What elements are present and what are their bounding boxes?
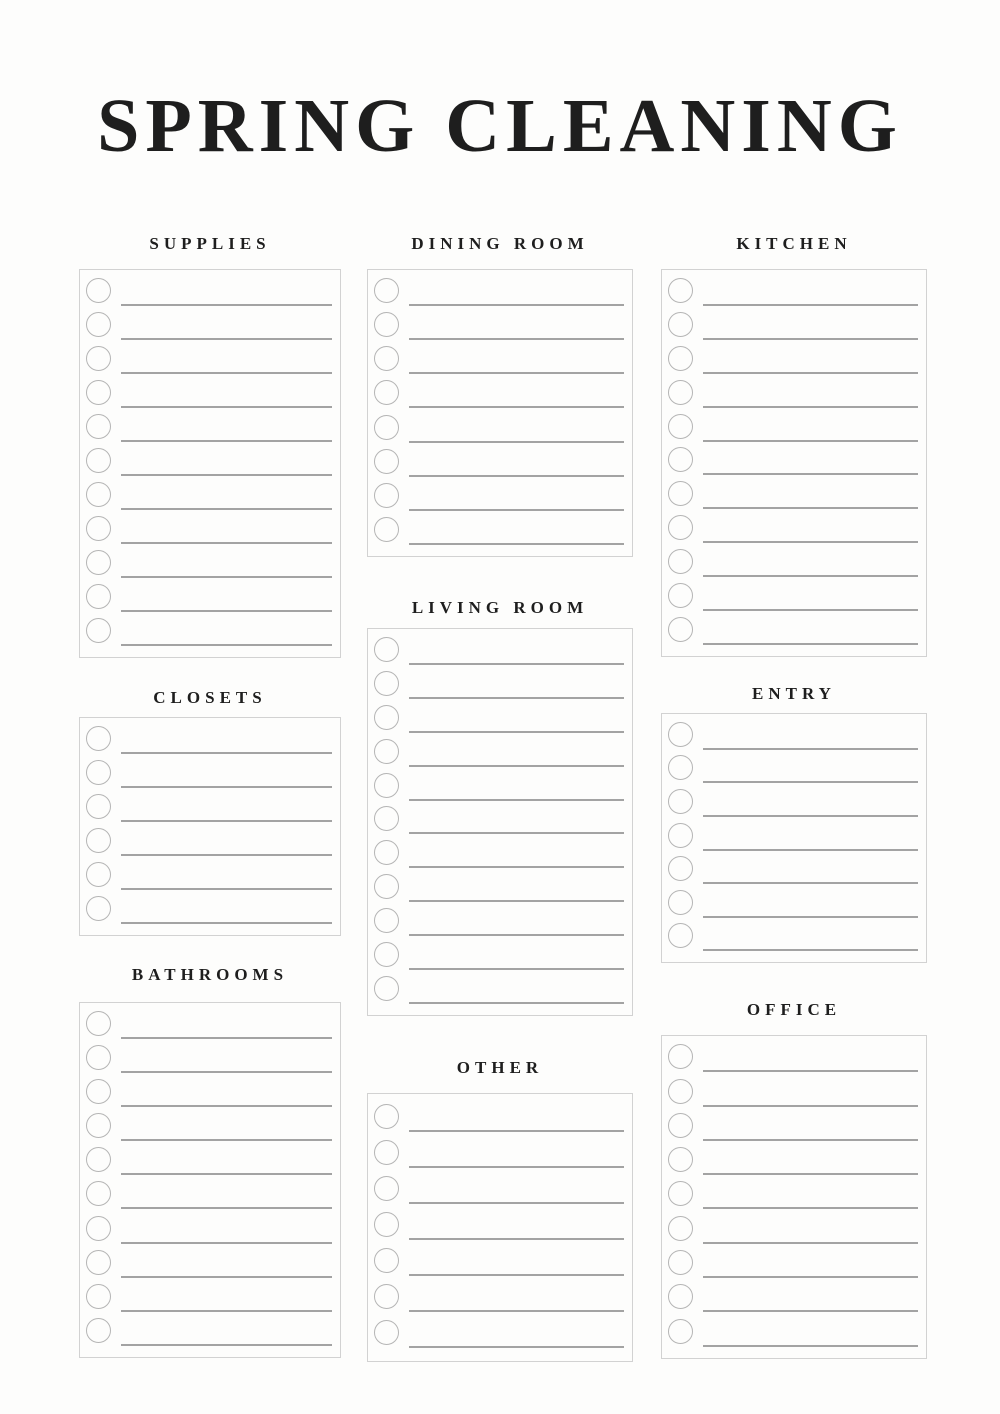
write-in-line[interactable] — [409, 934, 624, 936]
checkbox-circle[interactable] — [86, 346, 111, 371]
write-in-line[interactable] — [409, 900, 624, 902]
section-supplies — [79, 234, 341, 658]
checkbox-circle[interactable] — [86, 482, 111, 507]
checklist-row — [80, 831, 340, 856]
write-in-line[interactable] — [703, 372, 918, 374]
checklist-row — [662, 586, 926, 611]
write-in-line[interactable] — [409, 1238, 624, 1240]
write-in-line[interactable] — [703, 815, 918, 817]
section-entry — [661, 684, 927, 963]
checklist-box-living-room — [367, 628, 633, 1016]
write-in-line[interactable] — [121, 1105, 332, 1107]
checklist-row — [368, 809, 632, 834]
write-in-line[interactable] — [121, 372, 332, 374]
checkbox-circle[interactable] — [668, 481, 693, 506]
write-in-line[interactable] — [121, 1037, 332, 1039]
write-in-line[interactable] — [703, 1105, 918, 1107]
checklist-row — [662, 417, 926, 442]
checkbox-circle[interactable] — [668, 755, 693, 780]
checklist-box-closets — [79, 717, 341, 936]
checkbox-circle[interactable] — [668, 380, 693, 405]
write-in-line[interactable] — [121, 576, 332, 578]
checklist-row — [368, 349, 632, 374]
section-title-entry: ENTRY — [752, 684, 836, 703]
write-in-line[interactable] — [121, 644, 332, 646]
write-in-line[interactable] — [703, 507, 918, 509]
write-in-line[interactable] — [703, 406, 918, 408]
checkbox-circle[interactable] — [668, 856, 693, 881]
checkbox-circle[interactable] — [86, 1284, 111, 1309]
checkbox-circle[interactable] — [86, 448, 111, 473]
write-in-line[interactable] — [703, 575, 918, 577]
checkbox-circle[interactable] — [668, 1216, 693, 1241]
section-title-closets: CLOSETS — [153, 688, 267, 707]
section-title-living-room: LIVING ROOM — [411, 598, 589, 617]
checkbox-circle[interactable] — [668, 890, 693, 915]
checkbox-circle[interactable] — [668, 1044, 693, 1069]
write-in-line[interactable] — [409, 475, 624, 477]
checkbox-circle[interactable] — [374, 942, 399, 967]
checklist-row — [80, 729, 340, 754]
write-in-line[interactable] — [121, 1242, 332, 1244]
write-in-line[interactable] — [121, 1310, 332, 1312]
checklist-row — [368, 674, 632, 699]
checkbox-circle[interactable] — [86, 760, 111, 785]
write-in-line[interactable] — [703, 1345, 918, 1347]
checkbox-circle[interactable] — [668, 447, 693, 472]
section-title-office: OFFICE — [746, 1000, 842, 1019]
checklist-row — [662, 518, 926, 543]
write-in-line[interactable] — [409, 441, 624, 443]
checklist-row — [662, 725, 926, 750]
write-in-line[interactable] — [409, 406, 624, 408]
checkbox-circle[interactable] — [86, 1113, 111, 1138]
write-in-line[interactable] — [703, 643, 918, 645]
checklist-row — [368, 1143, 632, 1168]
checkbox-circle[interactable] — [668, 923, 693, 948]
checkbox-circle[interactable] — [374, 1320, 399, 1345]
checkbox-circle[interactable] — [374, 976, 399, 1001]
checkbox-circle[interactable] — [374, 1140, 399, 1165]
checklist-row — [662, 383, 926, 408]
write-in-line[interactable] — [121, 1071, 332, 1073]
checkbox-circle[interactable] — [374, 1104, 399, 1129]
write-in-line[interactable] — [703, 1070, 918, 1072]
checklist-row — [662, 1219, 926, 1244]
write-in-line[interactable] — [703, 541, 918, 543]
checkbox-circle[interactable] — [86, 1079, 111, 1104]
checklist-row — [368, 1323, 632, 1348]
section-title-dining-room: DINING ROOM — [411, 234, 589, 253]
checkbox-circle[interactable] — [86, 550, 111, 575]
write-in-line[interactable] — [703, 1173, 918, 1175]
checklist-row — [368, 742, 632, 767]
checkbox-circle[interactable] — [374, 840, 399, 865]
checkbox-circle[interactable] — [86, 584, 111, 609]
checkbox-circle[interactable] — [86, 278, 111, 303]
checkbox-circle[interactable] — [374, 312, 399, 337]
checklist-row — [368, 877, 632, 902]
checklist-row — [80, 621, 340, 646]
checkbox-circle[interactable] — [374, 517, 399, 542]
write-in-line[interactable] — [703, 609, 918, 611]
checklist-box-office — [661, 1035, 927, 1359]
checklist-row — [80, 1014, 340, 1039]
checklist-row — [368, 640, 632, 665]
write-in-line[interactable] — [121, 1173, 332, 1175]
write-in-line[interactable] — [409, 799, 624, 801]
checklist-row — [80, 519, 340, 544]
checkbox-circle[interactable] — [86, 862, 111, 887]
checklist-row — [368, 520, 632, 545]
checklist-box-bathrooms — [79, 1002, 341, 1358]
checkbox-circle[interactable] — [86, 1011, 111, 1036]
write-in-line[interactable] — [703, 1207, 918, 1209]
checklist-row — [368, 1215, 632, 1240]
checklist-row — [368, 1251, 632, 1276]
write-in-line[interactable] — [121, 338, 332, 340]
write-in-line[interactable] — [703, 916, 918, 918]
checkbox-circle[interactable] — [86, 828, 111, 853]
checkbox-circle[interactable] — [374, 346, 399, 371]
checkbox-circle[interactable] — [374, 806, 399, 831]
checkbox-circle[interactable] — [86, 380, 111, 405]
checkbox-circle[interactable] — [668, 312, 693, 337]
checkbox-circle[interactable] — [668, 722, 693, 747]
checkbox-circle[interactable] — [374, 705, 399, 730]
checkbox-circle[interactable] — [374, 483, 399, 508]
checklist-box-other — [367, 1093, 633, 1362]
checklist-row — [80, 899, 340, 924]
write-in-line[interactable] — [409, 372, 624, 374]
checkbox-circle[interactable] — [668, 549, 693, 574]
write-in-line[interactable] — [121, 922, 332, 924]
checklist-row — [662, 450, 926, 475]
checklist-row — [662, 620, 926, 645]
checkbox-circle[interactable] — [668, 515, 693, 540]
checklist-row — [368, 1287, 632, 1312]
write-in-line[interactable] — [409, 1310, 624, 1312]
checklist-row — [80, 383, 340, 408]
checklist-row — [662, 315, 926, 340]
checklist-row — [662, 859, 926, 884]
checklist-row — [368, 418, 632, 443]
write-in-line[interactable] — [121, 1276, 332, 1278]
checklist-row — [368, 945, 632, 970]
write-in-line[interactable] — [121, 786, 332, 788]
write-in-line[interactable] — [121, 474, 332, 476]
write-in-line[interactable] — [409, 731, 624, 733]
checklist-row — [80, 451, 340, 476]
checklist-row — [662, 281, 926, 306]
write-in-line[interactable] — [409, 304, 624, 306]
checklist-row — [662, 1150, 926, 1175]
checkbox-circle[interactable] — [374, 1212, 399, 1237]
checkbox-circle[interactable] — [86, 794, 111, 819]
write-in-line[interactable] — [409, 1202, 624, 1204]
checkbox-circle[interactable] — [668, 1250, 693, 1275]
checklist-row — [368, 843, 632, 868]
write-in-line[interactable] — [703, 1242, 918, 1244]
checkbox-circle[interactable] — [374, 380, 399, 405]
checklist-box-kitchen — [661, 269, 927, 657]
checklist-row — [80, 1150, 340, 1175]
write-in-line[interactable] — [121, 854, 332, 856]
checklist-row — [368, 1179, 632, 1204]
write-in-line[interactable] — [121, 752, 332, 754]
checkbox-circle[interactable] — [374, 278, 399, 303]
write-in-line[interactable] — [409, 509, 624, 511]
checkbox-circle[interactable] — [86, 516, 111, 541]
write-in-line[interactable] — [703, 781, 918, 783]
checklist-row — [80, 587, 340, 612]
section-dining-room — [367, 234, 633, 557]
checklist-row — [662, 1287, 926, 1312]
checklist-row — [80, 485, 340, 510]
section-title-kitchen: KITCHEN — [736, 234, 852, 253]
checklist-row — [368, 315, 632, 340]
checkbox-circle[interactable] — [86, 1250, 111, 1275]
checklist-row — [80, 763, 340, 788]
checkbox-circle[interactable] — [374, 1248, 399, 1273]
checkbox-circle[interactable] — [86, 414, 111, 439]
write-in-line[interactable] — [409, 663, 624, 665]
checklist-row — [80, 1184, 340, 1209]
section-kitchen — [661, 234, 927, 657]
checklist-row — [80, 281, 340, 306]
checklist-row — [368, 383, 632, 408]
write-in-line[interactable] — [409, 543, 624, 545]
checkbox-circle[interactable] — [668, 617, 693, 642]
checklist-box-supplies — [79, 269, 341, 658]
checklist-row — [80, 1219, 340, 1244]
write-in-line[interactable] — [703, 1139, 918, 1141]
checkbox-circle[interactable] — [668, 1284, 693, 1309]
checklist-row — [662, 484, 926, 509]
write-in-line[interactable] — [121, 440, 332, 442]
checkbox-circle[interactable] — [374, 671, 399, 696]
checklist-row — [662, 349, 926, 374]
write-in-line[interactable] — [121, 304, 332, 306]
checklist-row — [80, 315, 340, 340]
write-in-line[interactable] — [409, 832, 624, 834]
checkbox-circle[interactable] — [668, 1147, 693, 1172]
checkbox-circle[interactable] — [668, 414, 693, 439]
checklist-row — [80, 417, 340, 442]
checklist-row — [662, 926, 926, 951]
write-in-line[interactable] — [121, 508, 332, 510]
section-title-bathrooms: BATHROOMS — [131, 965, 289, 984]
checklist-row — [80, 865, 340, 890]
write-in-line[interactable] — [703, 304, 918, 306]
write-in-line[interactable] — [409, 338, 624, 340]
checklist-row — [662, 1184, 926, 1209]
checklist-row — [368, 452, 632, 477]
checkbox-circle[interactable] — [668, 583, 693, 608]
write-in-line[interactable] — [703, 949, 918, 951]
checklist-row — [368, 1107, 632, 1132]
checkbox-circle[interactable] — [86, 1147, 111, 1172]
checkbox-circle[interactable] — [374, 739, 399, 764]
write-in-line[interactable] — [703, 1276, 918, 1278]
write-in-line[interactable] — [703, 882, 918, 884]
checkbox-circle[interactable] — [374, 449, 399, 474]
write-in-line[interactable] — [409, 1130, 624, 1132]
checkbox-circle[interactable] — [86, 1045, 111, 1070]
checklist-row — [80, 553, 340, 578]
checklist-row — [80, 1321, 340, 1346]
section-title-other: OTHER — [456, 1058, 544, 1077]
write-in-line[interactable] — [409, 1002, 624, 1004]
checklist-row — [80, 1116, 340, 1141]
checkbox-circle[interactable] — [668, 789, 693, 814]
section-office — [661, 1000, 927, 1359]
checkbox-circle[interactable] — [668, 278, 693, 303]
checklist-row — [80, 1082, 340, 1107]
checklist-row — [80, 1287, 340, 1312]
write-in-line[interactable] — [121, 888, 332, 890]
checkbox-circle[interactable] — [86, 896, 111, 921]
checklist-row — [80, 797, 340, 822]
write-in-line[interactable] — [409, 1274, 624, 1276]
checkbox-circle[interactable] — [668, 1181, 693, 1206]
section-title-supplies: SUPPLIES — [149, 234, 271, 253]
checkbox-circle[interactable] — [374, 1284, 399, 1309]
checklist-row — [662, 1116, 926, 1141]
checkbox-circle[interactable] — [374, 773, 399, 798]
write-in-line[interactable] — [409, 697, 624, 699]
checkbox-circle[interactable] — [668, 346, 693, 371]
checkbox-circle[interactable] — [86, 1318, 111, 1343]
checklist-row — [368, 486, 632, 511]
checkbox-circle[interactable] — [86, 618, 111, 643]
checkbox-circle[interactable] — [374, 874, 399, 899]
checkbox-circle[interactable] — [374, 908, 399, 933]
checklist-row — [368, 911, 632, 936]
write-in-line[interactable] — [703, 473, 918, 475]
checkbox-circle[interactable] — [374, 1176, 399, 1201]
write-in-line[interactable] — [121, 610, 332, 612]
checklist-box-entry — [661, 713, 927, 963]
write-in-line[interactable] — [121, 1139, 332, 1141]
checkbox-circle[interactable] — [374, 637, 399, 662]
checklist-row — [662, 893, 926, 918]
checklist-row — [662, 792, 926, 817]
write-in-line[interactable] — [703, 440, 918, 442]
section-living-room — [367, 598, 633, 1016]
checklist-row — [662, 826, 926, 851]
write-in-line[interactable] — [121, 820, 332, 822]
write-in-line[interactable] — [409, 866, 624, 868]
write-in-line[interactable] — [409, 1346, 624, 1348]
section-closets — [79, 688, 341, 936]
write-in-line[interactable] — [703, 748, 918, 750]
section-bathrooms — [79, 965, 341, 1358]
checklist-row — [80, 1048, 340, 1073]
checklist-row — [80, 1253, 340, 1278]
checklist-row — [662, 1322, 926, 1347]
write-in-line[interactable] — [409, 968, 624, 970]
checklist-row — [662, 552, 926, 577]
checkbox-circle[interactable] — [374, 415, 399, 440]
checklist-row — [662, 1047, 926, 1072]
write-in-line[interactable] — [121, 1344, 332, 1346]
write-in-line[interactable] — [703, 1310, 918, 1312]
checkbox-circle[interactable] — [86, 312, 111, 337]
checkbox-circle[interactable] — [86, 726, 111, 751]
checkbox-circle[interactable] — [668, 823, 693, 848]
checkbox-circle[interactable] — [86, 1216, 111, 1241]
checklist-row — [662, 1082, 926, 1107]
checkbox-circle[interactable] — [668, 1319, 693, 1344]
checklist-row — [80, 349, 340, 374]
checklist-row — [368, 776, 632, 801]
checkbox-circle[interactable] — [668, 1079, 693, 1104]
write-in-line[interactable] — [121, 406, 332, 408]
checklist-row — [662, 758, 926, 783]
checklist-row — [368, 708, 632, 733]
checklist-row — [368, 979, 632, 1004]
page-title: SPRING CLEANING — [97, 84, 903, 168]
write-in-line[interactable] — [409, 765, 624, 767]
checkbox-circle[interactable] — [86, 1181, 111, 1206]
write-in-line[interactable] — [409, 1166, 624, 1168]
write-in-line[interactable] — [121, 542, 332, 544]
checklist-box-dining-room — [367, 269, 633, 557]
write-in-line[interactable] — [121, 1207, 332, 1209]
write-in-line[interactable] — [703, 338, 918, 340]
section-other — [367, 1058, 633, 1362]
checklist-row — [368, 281, 632, 306]
checklist-row — [662, 1253, 926, 1278]
write-in-line[interactable] — [703, 849, 918, 851]
checkbox-circle[interactable] — [668, 1113, 693, 1138]
